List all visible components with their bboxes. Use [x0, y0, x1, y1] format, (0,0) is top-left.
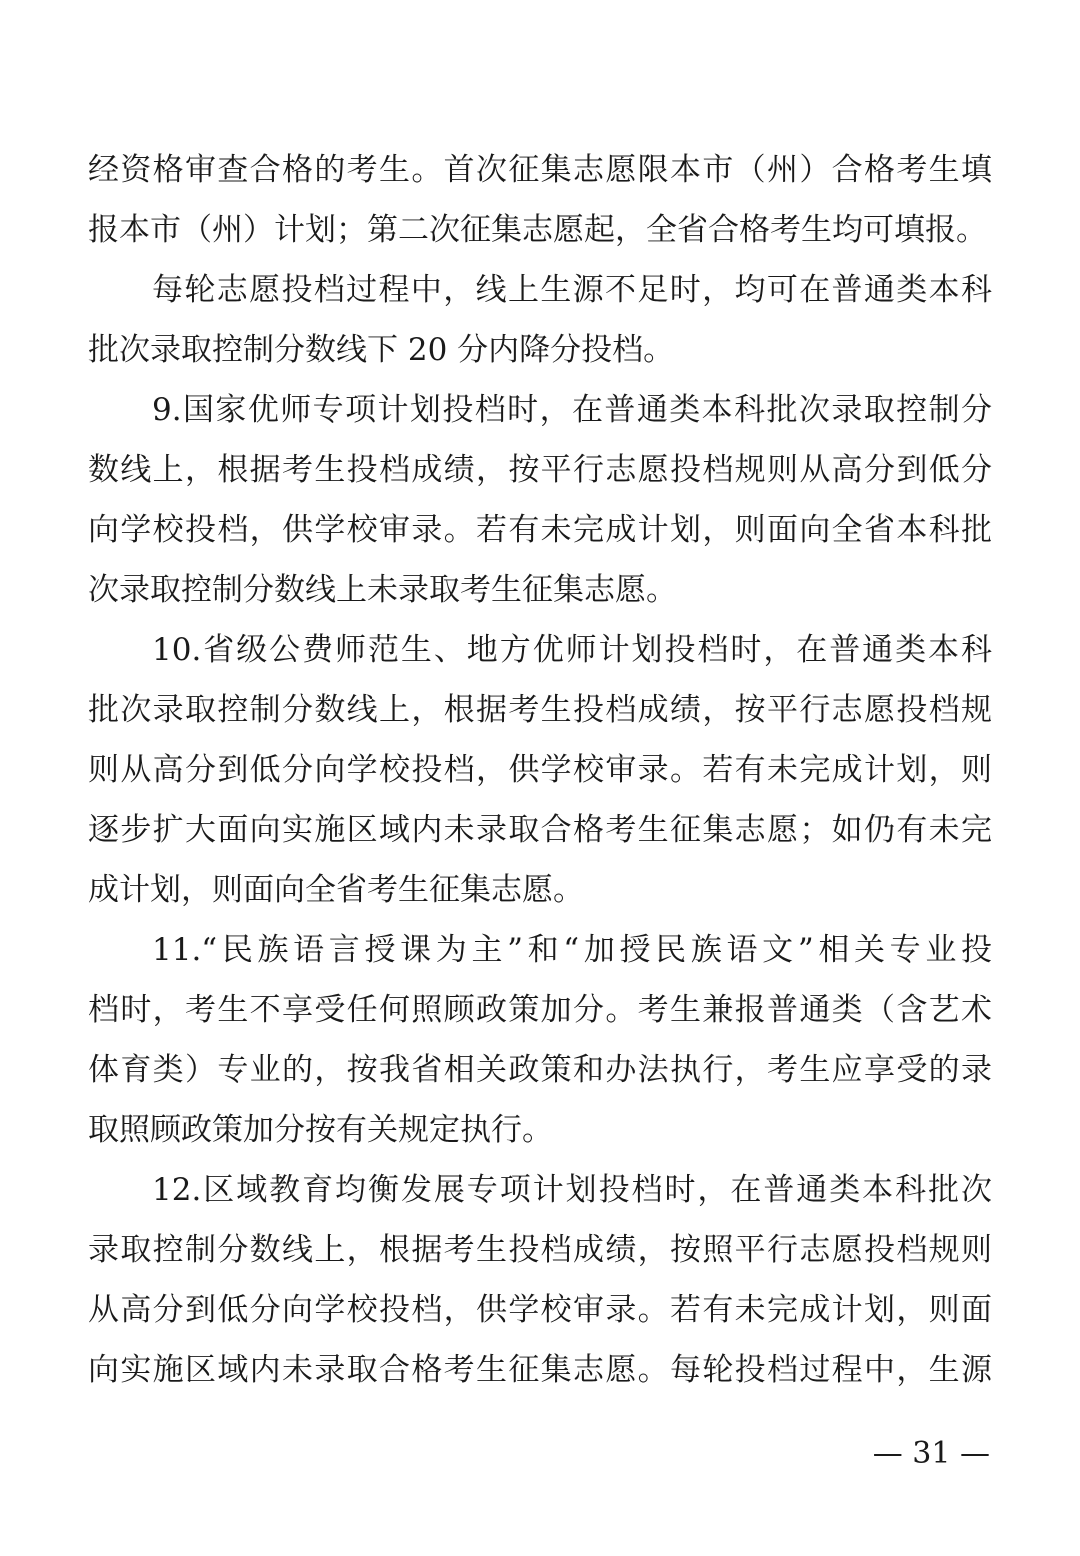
text-line: 报本市（州）计划；第二次征集志愿起，全省合格考生均可填报。: [88, 212, 987, 248]
text-line: 逐步扩大面向实施区域内未录取合格考生征集志愿；如仍有未完: [88, 812, 992, 848]
text-line: 每轮志愿投档过程中，线上生源不足时，均可在普通类本科: [152, 272, 992, 308]
text-line: 12.区域教育均衡发展专项计划投档时，在普通类本科批次: [152, 1172, 992, 1208]
text-line: 向实施区域内未录取合格考生征集志愿。每轮投档过程中，生源: [88, 1352, 992, 1388]
body-text: [88, 140, 992, 1400]
text-line: 从高分到低分向学校投档，供学校审录。若有未完成计划，则面: [88, 1292, 992, 1328]
text-line: 向学校投档，供学校审录。若有未完成计划，则面向全省本科批: [88, 512, 992, 548]
text-line: 经资格审查合格的考生。首次征集志愿限本市（州）合格考生填: [88, 152, 992, 188]
page-number: — 31 —: [872, 1436, 990, 1471]
text-line: 档时，考生不享受任何照顾政策加分。考生兼报普通类（含艺术: [88, 992, 992, 1028]
text-line: 体育类）专业的，按我省相关政策和办法执行，考生应享受的录: [88, 1052, 992, 1088]
text-line: 录取控制分数线上，根据考生投档成绩，按照平行志愿投档规则: [88, 1232, 992, 1268]
text-line: 10.省级公费师范生、地方优师计划投档时，在普通类本科: [152, 632, 992, 668]
text-line: 批次录取控制分数线下 20 分内降分投档。: [88, 332, 675, 368]
text-line: 9.国家优师专项计划投档时，在普通类本科批次录取控制分: [152, 392, 992, 428]
text-line: 成计划，则面向全省考生征集志愿。: [88, 872, 584, 908]
text-line: 次录取控制分数线上未录取考生征集志愿。: [88, 572, 677, 608]
text-line: 则从高分到低分向学校投档，供学校审录。若有未完成计划，则: [88, 752, 992, 788]
text-line: 取照顾政策加分按有关规定执行。: [88, 1112, 553, 1148]
text-line: 11.“民族语言授课为主”和“加授民族语文”相关专业投: [152, 932, 992, 968]
text-line: 数线上，根据考生投档成绩，按平行志愿投档规则从高分到低分: [88, 452, 992, 488]
text-line: 批次录取控制分数线上，根据考生投档成绩，按平行志愿投档规: [88, 692, 992, 728]
